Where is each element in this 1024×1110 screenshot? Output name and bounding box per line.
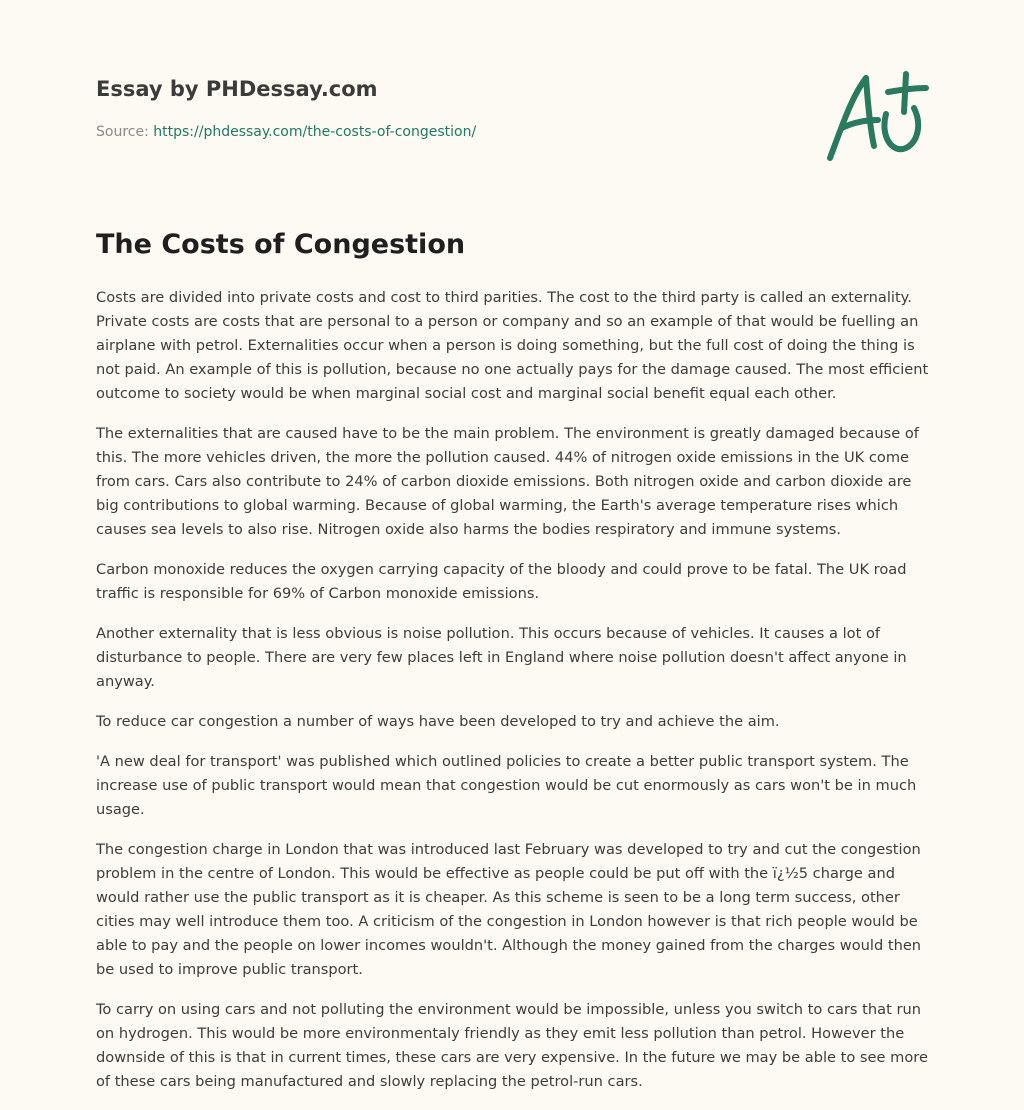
site-brand: Essay by PHDessay.com	[96, 77, 378, 101]
essay-body	[96, 226, 930, 1110]
source-line	[96, 122, 796, 142]
essay-paragraph: The externalities that are caused have to be the main problem. The environment is greatly damaged because of this. The more vehicles driven, the more the pollution caused. 44% of nitrogen oxide emissions in the UK come from cars. Cars also contribute to 24% of carbon dioxide emissions. Both nitrogen oxide and carbon dioxide are big contributions to global warming. Because of global warming, the Earth's average temperature rises which causes sea levels to also rise. Nitrogen oxide also harms the bodies respiratory and immune systems.	[96, 425, 919, 538]
source-label: Source:	[96, 124, 149, 140]
source-link[interactable]: https://phdessay.com/the-costs-of-congestion/	[153, 124, 477, 140]
essay-paragraph: Carbon monoxide reduces the oxygen carrying capacity of the bloody and could prove to be fatal. The UK road traffic is responsible for 69% of Carbon monoxide emissions.	[96, 561, 907, 602]
essay-paragraph: To carry on using cars and not polluting the environment would be impossible, unless you switch to cars that run on hydrogen. This would be more environmentaly friendly as they emit less pollution than petrol. However the downside of this is that in current times, these cars are very expensive. In the future we may be able to see more of these cars being manufactured and slowly replacing the petrol-run cars.	[96, 1001, 928, 1090]
essay-title: The Costs of Congestion	[96, 229, 466, 260]
essay-paragraph: 'A new deal for transport' was published which outlined policies to create a better public transport system. The increase use of public transport would mean that congestion would be cut enormously as cars won't be in much usage.	[96, 753, 917, 818]
essay-paragraph: Another externality that is less obvious is noise pollution. This occurs because of vehicles. It causes a lot of disturbance to people. There are very few places left in England where noise pollution doesn't affect anyone in anyway.	[96, 625, 907, 690]
essay-paragraph: The congestion charge in London that was introduced last February was developed to try and cut the congestion problem in the centre of London. This would be effective as people could be put off with the ï¿½5 charge and would rather use the public transport as it is cheaper. As this scheme is seen to be a long term success, other cities may well introduce them too. A criticism of the congestion in London however is that rich people would be able to pay and the people on lower incomes wouldn't. Although the money gained from the charges would then be used to improve public transport.	[96, 841, 922, 978]
a-plus-logo-icon	[818, 66, 930, 166]
essay-paragraph: Costs are divided into private costs and cost to third parities. The cost to the third party is called an externality. Private costs are costs that are personal to a person or company and so an example of that would be fuelling an airplane with petrol. Externalities occur when a person is doing something, but the full cost of doing the thing is not paid. An example of this is pollution, because no one actually pays for the damage caused. The most efficient outcome to society would be when marginal social cost and marginal social benefit equal each other.	[96, 289, 929, 402]
essay-paragraph: To reduce car congestion a number of ways have been developed to try and achieve the aim.	[96, 713, 780, 730]
page-header	[96, 74, 796, 142]
